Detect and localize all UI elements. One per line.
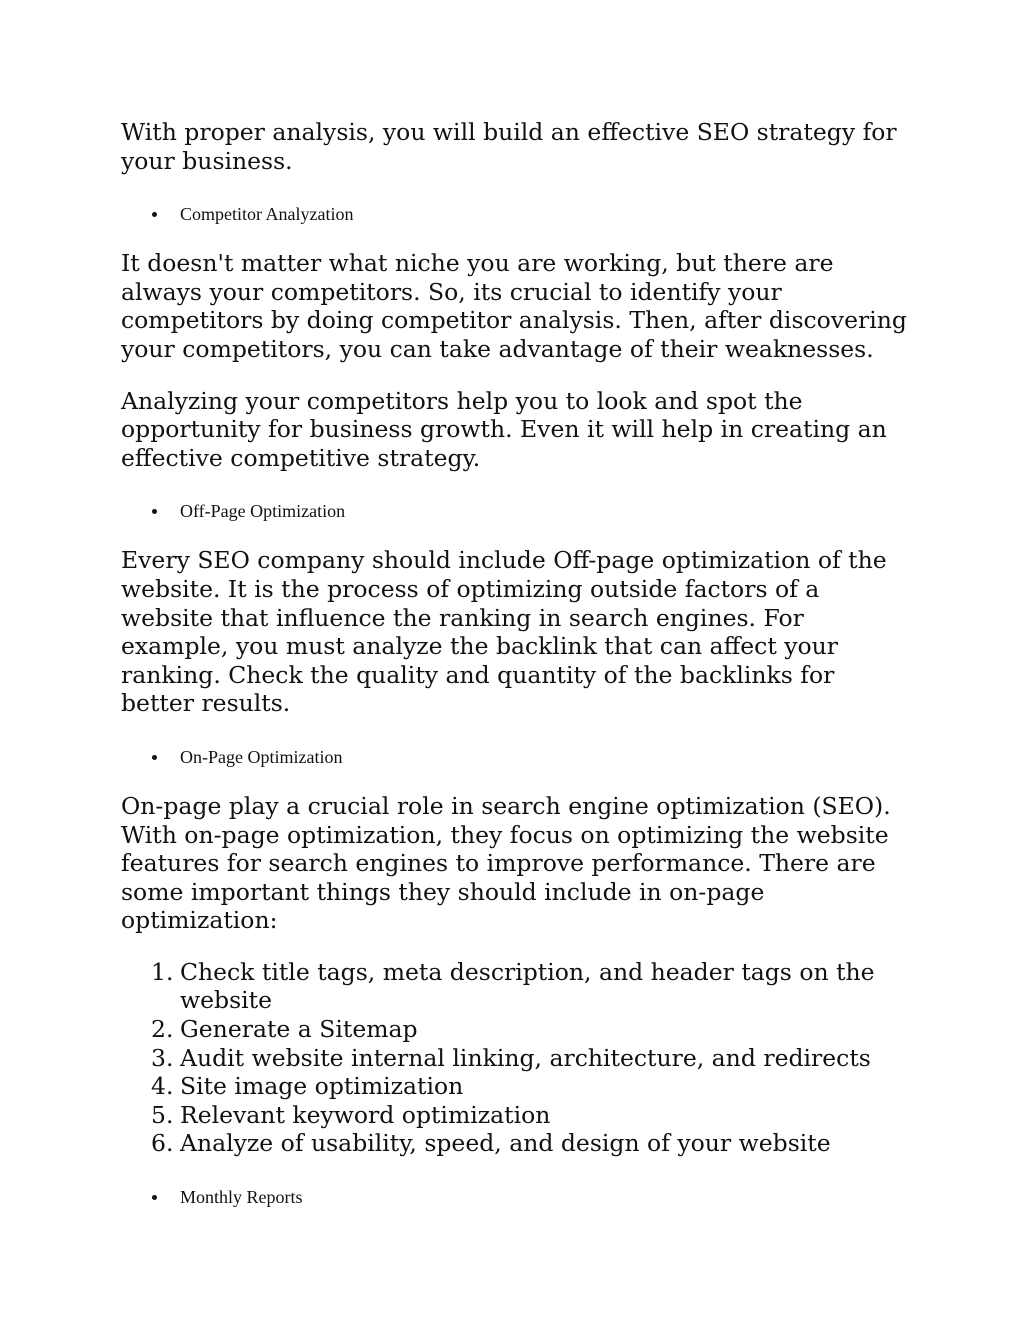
bullet-dot-icon <box>152 212 157 217</box>
list-item-number: 6. <box>151 1129 174 1158</box>
list-item-number: 2. <box>151 1015 174 1044</box>
bullet-list-off-page <box>121 499 911 523</box>
list-item <box>121 1129 911 1158</box>
intro-paragraph: With proper analysis, you will build an effective SEO strategy for your business. <box>121 118 897 175</box>
bullet-item-on-page-optimization <box>121 745 911 769</box>
bullet-dot-icon <box>152 1195 157 1200</box>
list-item-text: Relevant keyword optimization <box>180 1100 551 1129</box>
bullet-text: Monthly Reports <box>180 1187 303 1208</box>
list-item <box>121 1072 911 1101</box>
list-item-number: 3. <box>151 1043 174 1072</box>
list-item-text: Analyze of usability, speed, and design of your website <box>180 1129 831 1158</box>
list-item-number: 5. <box>151 1100 174 1129</box>
bullet-dot-icon <box>152 509 157 514</box>
list-item-number: 1. <box>151 957 174 986</box>
list-item <box>121 1015 911 1044</box>
competitor-paragraph-2: Analyzing your competitors help you to look and spot the opportunity for business growth. Even it will help in creating an effective competitive strategy. <box>121 386 887 472</box>
bullet-item-monthly-reports <box>121 1185 911 1209</box>
document-page <box>121 118 911 1209</box>
bullet-text: Off-Page Optimization <box>180 501 346 522</box>
list-item <box>121 1044 911 1073</box>
off-page-paragraph: Every SEO company should include Off-page optimization of the website. It is the process of optimizing outside factors of a website that influence the ranking in search engines. For example, you must analyze the backlink that can affect your ranking. Check the quality and quantity of the backlinks for better results. <box>121 546 887 718</box>
bullet-list-competitor <box>121 202 911 226</box>
bullet-text: On-Page Optimization <box>180 746 343 767</box>
bullet-item-competitor-analyzation <box>121 202 911 226</box>
bullet-text: Competitor Analyzation <box>180 204 354 225</box>
list-item-text: Generate a Sitemap <box>180 1015 418 1044</box>
list-item-text: Audit website internal linking, architecture, and redirects <box>180 1043 871 1072</box>
bullet-list-on-page <box>121 745 911 769</box>
list-item-text: Site image optimization <box>180 1072 464 1101</box>
list-item <box>121 958 911 1015</box>
list-item-number: 4. <box>151 1072 174 1101</box>
competitor-paragraph-1: It doesn't matter what niche you are working, but there are always your competitors. So, its crucial to identify your competitors by doing competitor analysis. Then, after discovering your competitors, you can take advantage of their weaknesses. <box>121 249 907 363</box>
on-page-paragraph: On-page play a crucial role in search engine optimization (SEO). With on-page optimization, they focus on optimizing the website features for search engines to improve performance. There are some important things they should include in on-page optimization: <box>121 791 891 935</box>
list-item <box>121 1101 911 1130</box>
bullet-dot-icon <box>152 755 157 760</box>
bullet-list-monthly-reports <box>121 1185 911 1209</box>
bullet-item-off-page-optimization <box>121 499 911 523</box>
list-item-text: Check title tags, meta description, and header tags on the website <box>180 957 875 1015</box>
on-page-steps-list <box>121 958 911 1158</box>
